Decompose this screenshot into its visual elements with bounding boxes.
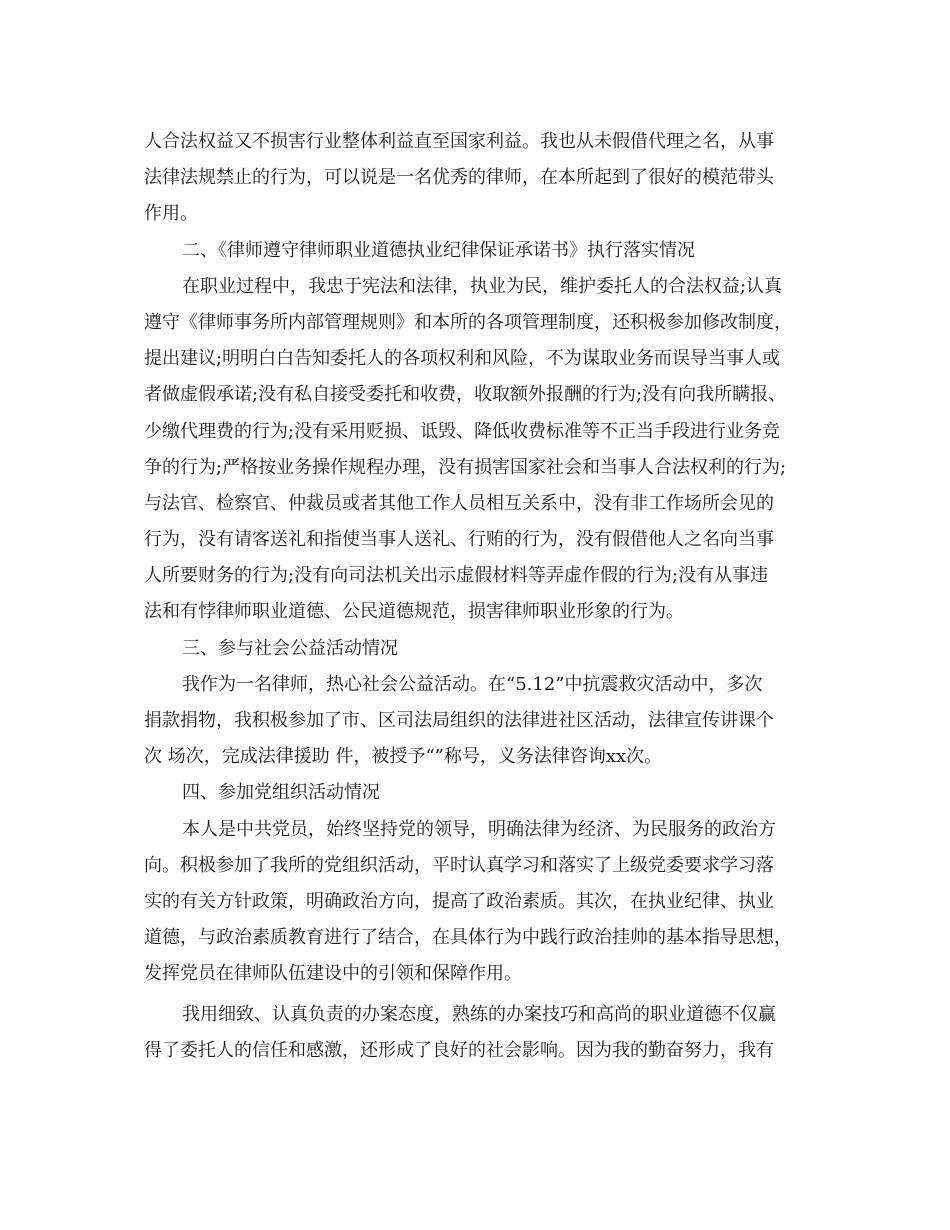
document-page	[144, 124, 816, 1069]
text-line: 二、《律师遵守律师职业道德执业纪律保证承诺书》执行落实情况	[182, 239, 695, 261]
text-line: 作用。	[144, 203, 198, 225]
text-line: 实的有关方针政策，明确政治方向，提高了政治素质。其次，在执业纪律、执业	[144, 890, 774, 912]
text-line: 人合法权益又不损害行业整体利益直至国家利益。我也从未假借代理之名，从事	[144, 131, 774, 152]
text-line: 少缴代理费的行为;没有采用贬损、诋毁、降低收费标准等不正当手段进行业务竞	[144, 420, 781, 442]
text-line: 四、参加党组织活动情况	[182, 782, 380, 804]
text-line: 我用细致、认真负责的办案态度，熟练的办案技巧和高尚的职业道德不仅赢	[182, 1003, 776, 1025]
text-line: 我作为一名律师，热心社会公益活动。在“5.12”中抗震救灾活动中，多次	[182, 673, 763, 695]
text-line: 捐款捐物，我积极参加了市、区司法局组织的法律进社区活动，法律宣传讲课个	[144, 710, 774, 731]
text-line: 遵守《律师事务所内部管理规则》和本所的各项管理制度，还积极参加修改制度，	[144, 311, 792, 333]
text-line: 道德，与政治素质教育进行了结合，在具体行为中践行政治挂帅的基本指导思想，	[144, 927, 792, 949]
text-line: 者做虚假承诺;没有私自接受委托和收费，收取额外报酬的行为;没有向我所瞒报、	[144, 384, 787, 406]
text-line: 次 场次，完成法律援助 件，被授予“”称号，义务法律咨询xx次。	[144, 746, 663, 768]
text-line: 提出建议;明明白白告知委托人的各项权利和风险，不为谋取业务而误导当事人或	[144, 348, 781, 370]
text-line: 得了委托人的信任和感激，还形成了良好的社会影响。因为我的勤奋努力，我有	[144, 1039, 774, 1061]
text-line: 法和有悖律师职业道德、公民道德规范，损害律师职业形象的行为。	[144, 601, 684, 623]
text-line: 三、参与社会公益活动情况	[182, 637, 398, 659]
text-line: 法律法规禁止的行为，可以说是一名优秀的律师，在本所起到了很好的模范带头	[144, 167, 774, 189]
text-line: 人所要财务的行为;没有向司法机关出示虚假材料等弄虚作假的行为;没有从事违	[144, 565, 769, 587]
text-line: 本人是中共党员，始终坚持党的领导，明确法律为经济、为民服务的政治方	[182, 818, 776, 840]
text-line: 发挥党员在律师队伍建设中的引领和保障作用。	[144, 963, 522, 985]
text-line: 与法官、检察官、仲裁员或者其他工作人员相互关系中，没有非工作场所会见的	[144, 492, 774, 514]
text-line: 在职业过程中，我忠于宪法和法律，执业为民，维护委托人的合法权益;认真	[182, 275, 783, 297]
text-line: 向。积极参加了我所的党组织活动，平时认真学习和落实了上级党委要求学习落	[144, 854, 774, 876]
text-line: 争的行为;严格按业务操作规程办理，没有损害国家社会和当事人合法权利的行为;	[144, 456, 787, 478]
text-line: 行为，没有请客送礼和指使当事人送礼、行贿的行为，没有假借他人之名向当事	[144, 529, 774, 551]
